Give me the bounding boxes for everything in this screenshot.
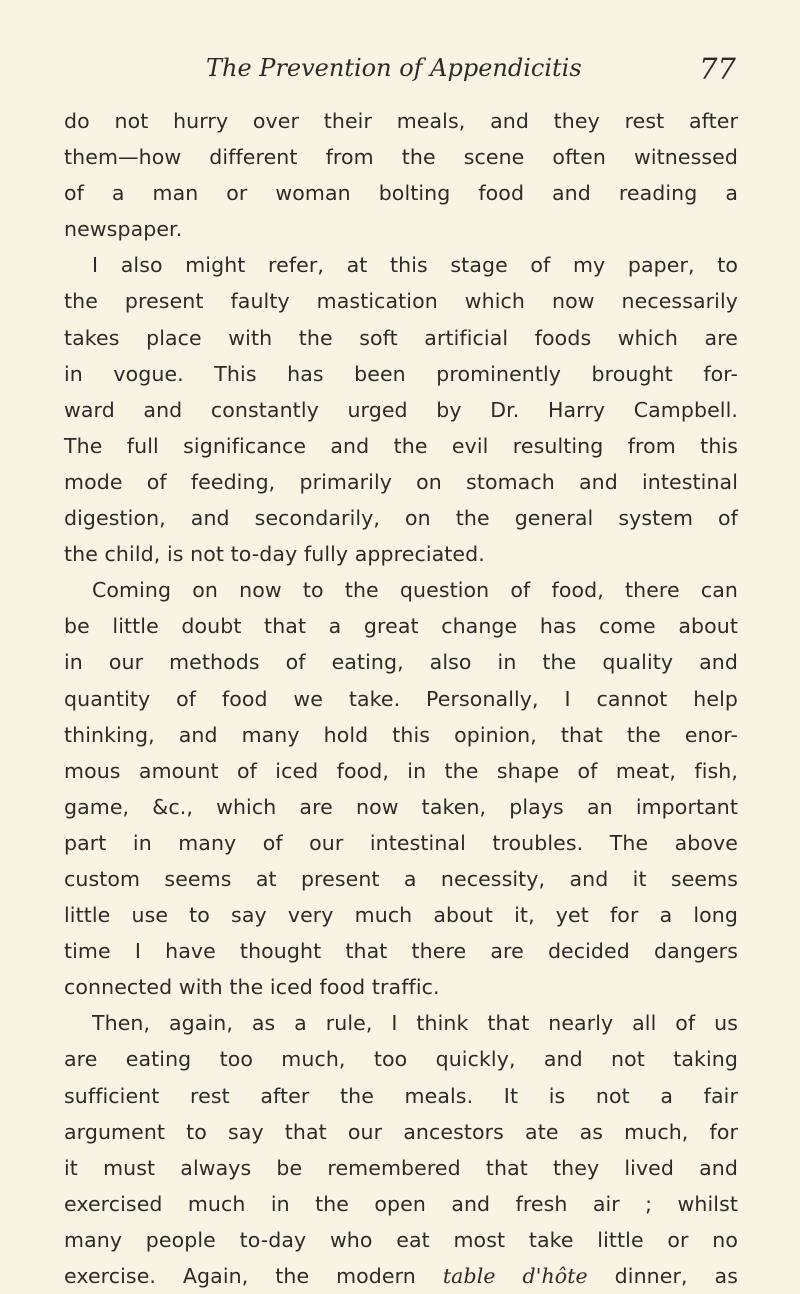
text-line: of a man or woman bolting food and reading a	[64, 181, 738, 206]
text-line: ward and constantly urged by Dr. Harry Campbell.	[64, 397, 738, 422]
text-line: mode of feeding, primarily on stomach and intestinal	[64, 469, 738, 494]
text-line: Coming on now to the question of food, there can	[92, 578, 738, 603]
page-header	[60, 52, 736, 92]
text-line: quantity of food we take. Personally, I cannot help	[64, 686, 738, 711]
text-line: be little doubt that a great change has come about	[64, 614, 738, 639]
text-line: The full significance and the evil resulting from this	[64, 433, 738, 458]
text-line: Then, again, as a rule, I think that nearly all of us	[92, 1011, 738, 1036]
final-line-before: exercise. Again, the modern	[64, 1264, 443, 1288]
text-line: in our methods of eating, also in the quality and	[64, 650, 738, 675]
text-line: I also might refer, at this stage of my paper, to	[92, 253, 738, 278]
text-line: in vogue. This has been prominently brought for-	[64, 361, 738, 386]
text-line: digestion, and secondarily, on the general system of	[64, 506, 738, 531]
text-line: them—how different from the scene often witnessed	[64, 145, 738, 170]
text-line: are eating too much, too quickly, and not taking	[64, 1047, 738, 1072]
final-line-after: dinner, as	[587, 1264, 738, 1288]
text-line: it must always be remembered that they lived and	[64, 1155, 738, 1180]
running-title: The Prevention of Appendicitis	[206, 54, 582, 82]
text-line: do not hurry over their meals, and they rest after	[64, 109, 738, 133]
body-text	[64, 103, 738, 1294]
text-line: many people to-day who eat most take little or no	[64, 1227, 738, 1252]
text-line: sufficient rest after the meals. It is not a fair	[64, 1083, 738, 1108]
text-line: argument to say that our ancestors ate as much, for	[64, 1119, 738, 1144]
text-line: mous amount of iced food, in the shape of meat, fish,	[64, 758, 738, 783]
text-line: time I have thought that there are decided dangers	[64, 939, 738, 964]
text-line: custom seems at present a necessity, and it seems	[64, 866, 738, 891]
text-line: newspaper.	[64, 217, 183, 242]
italic-phrase: table d'hôte	[442, 1264, 588, 1288]
text-line-final	[64, 1258, 738, 1294]
text-line: game, &c., which are now taken, plays an important	[64, 794, 738, 819]
text-line: thinking, and many hold this opinion, that the enor-	[64, 722, 738, 747]
text-line: the child, is not to-day fully appreciated.	[64, 542, 485, 567]
text-line: connected with the iced food traffic.	[64, 975, 440, 1000]
text-line: the present faulty mastication which now necessarily	[64, 289, 738, 314]
text-line: exercised much in the open and fresh air ; whilst	[64, 1191, 738, 1216]
page-number: 77	[699, 52, 736, 86]
text-line: little use to say very much about it, yet for a long	[64, 903, 738, 928]
text-line: part in many of our intestinal troubles. The above	[64, 830, 738, 855]
text-line: takes place with the soft artificial foods which are	[64, 325, 738, 350]
